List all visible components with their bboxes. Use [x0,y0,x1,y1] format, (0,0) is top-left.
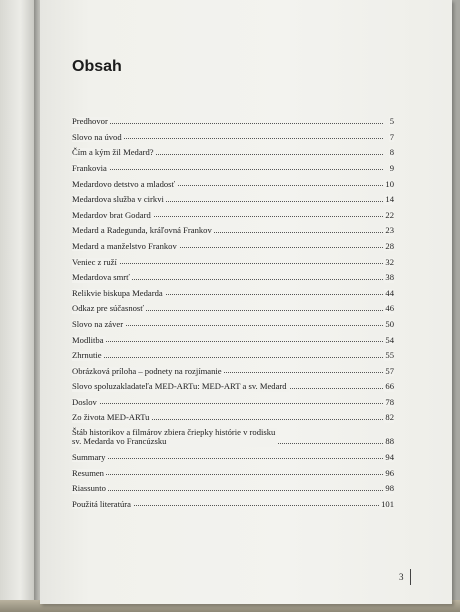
toc-entry-title: Resumen [72,467,104,478]
toc-entry [72,174,394,190]
toc-entry-page: 94 [385,452,394,463]
toc-entry [72,112,394,128]
dot-leader [72,490,383,491]
toc-entry [72,284,394,300]
toc-entry-title: Štáb historikov a filmárov zbiera čriepky histórie v rodisku sv. Medarda vo Francúzsku [72,427,276,447]
toc-entry-page: 23 [385,225,394,236]
toc-entry [72,252,394,268]
toc-entry-title: Použitá literatúra [72,498,131,509]
toc-entry [72,299,394,315]
dot-leader [72,403,383,404]
right-margin-strip [452,0,460,612]
toc-entry [72,315,394,331]
toc-entry [72,393,394,409]
toc-entry-title: Medard a Radegunda, kráľovná Frankov [72,225,212,236]
toc-entry [72,377,394,393]
toc-entry [72,206,394,222]
toc-entry-page: 101 [381,498,394,509]
table-of-contents [72,112,394,510]
toc-entry-title: Summary [72,452,106,463]
toc-entry-title: Modlitba [72,334,104,345]
toc-entry-title: Zo života MED-ARTu [72,412,150,423]
facing-page-edge [0,0,34,612]
toc-entry-page: 7 [389,131,394,142]
toc-entry [72,448,394,464]
toc-entry [72,221,394,237]
toc-entry [72,330,394,346]
toc-entry-page: 88 [385,436,394,447]
dot-leader [72,357,383,358]
toc-entry [72,463,394,479]
toc-entry-page: 54 [385,334,394,345]
toc-entry-page: 28 [385,240,394,251]
dot-leader [72,341,383,342]
dot-leader [72,474,383,475]
dot-leader [72,123,383,124]
dot-leader [72,169,383,170]
toc-entry-page: 57 [385,365,394,376]
toc-entry-page: 78 [385,396,394,407]
toc-entry-title: Medardov brat Godard [72,209,151,220]
toc-entry [72,143,394,159]
toc-entry-page: 50 [385,318,394,329]
toc-entry-page: 32 [385,256,394,267]
toc-entry-title: Riassunto [72,483,106,494]
toc-entry-page: 98 [385,483,394,494]
toc-entry-page: 10 [385,178,394,189]
toc-entry-page: 38 [385,272,394,283]
toc-entry-page: 14 [385,194,394,205]
toc-entry-title: Relikvie biskupa Medarda [72,287,163,298]
toc-entry-title: Obrázková príloha – podnety na rozjímanie [72,365,222,376]
toc-entry [72,362,394,378]
toc-entry [72,190,394,206]
toc-entry-title: Zhrnutie [72,350,102,361]
toc-entry-title: Frankovia [72,162,107,173]
toc-entry [72,495,394,511]
toc-entry [72,237,394,253]
toc-entry-title: Medard a manželstvo Frankov [72,240,177,251]
toc-entry-page: 96 [385,467,394,478]
toc-entry [72,346,394,362]
page-number-rule [410,569,411,585]
toc-entry-title: Predhovor [72,116,108,127]
toc-entry-page: 22 [385,209,394,220]
dot-leader [72,458,383,459]
toc-entry-page: 5 [389,116,394,127]
toc-entry-title: Čím a kým žil Medard? [72,147,154,158]
toc-entry [72,479,394,495]
toc-entry [72,128,394,144]
toc-entry-page: 8 [389,147,394,158]
toc-entry-title: Odkaz pre súčasnosť [72,303,144,314]
toc-entry-title: Slovo na úvod [72,131,122,142]
toc-entry-page: 82 [385,412,394,423]
toc-entry-title: Medardovo detstvo a mladosť [72,178,176,189]
toc-entry-title: Doslov [72,396,97,407]
toc-entry [72,159,394,175]
page-title: Obsah [72,58,122,75]
toc-entry-page: 55 [385,350,394,361]
toc-entry-title: Slovo na záver [72,318,124,329]
toc-entry-page: 9 [389,162,394,173]
toc-entry [72,424,394,448]
toc-entry [72,408,394,424]
toc-entry-title: Medardova služba v cirkvi [72,194,164,205]
toc-entry [72,268,394,284]
toc-entry-page: 46 [385,303,394,314]
toc-entry-title: Medardova smrť [72,272,130,283]
page-number: 3 [399,572,404,582]
toc-entry-page: 44 [385,287,394,298]
toc-entry-title: Slovo spoluzakladateľa MED-ARTu: MED-ART a sv. Medard [72,381,287,392]
toc-entry-title: Veniec z ruží [72,256,117,267]
toc-entry-page: 66 [385,381,394,392]
